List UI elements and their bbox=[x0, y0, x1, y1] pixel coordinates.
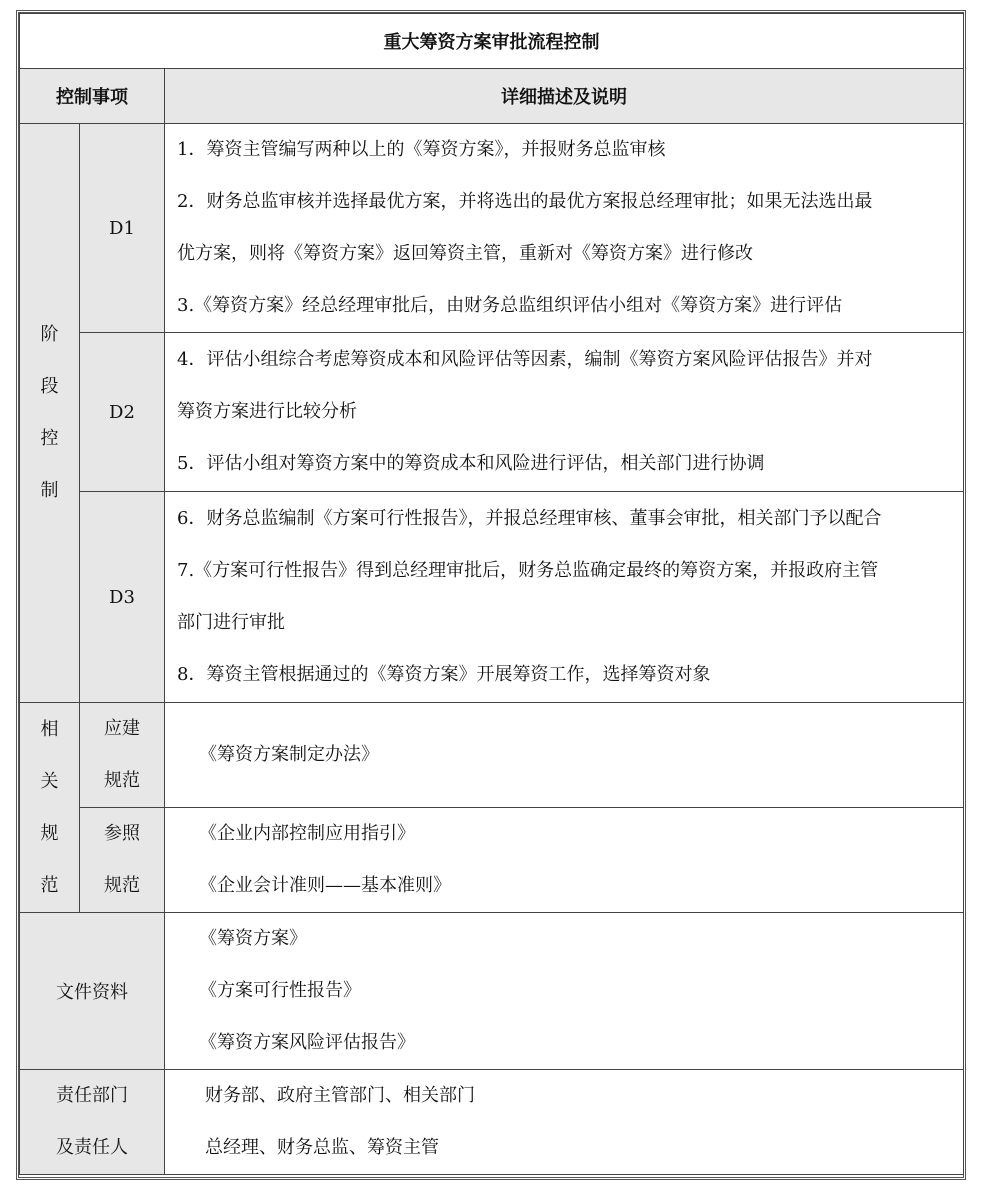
desc-line: 部门进行审批 bbox=[177, 612, 285, 633]
header-control-item: 控制事项 bbox=[20, 69, 165, 124]
document-item: 《筹资方案风险评估报告》 bbox=[199, 1032, 415, 1053]
desc-line: 优方案，则将《筹资方案》返回筹资主管，重新对《筹资方案》进行修改 bbox=[177, 243, 753, 264]
desc-line: 4．评估小组综合考虑筹资成本和风险评估等因素，编制《筹资方案风险评估报告》并对 bbox=[177, 349, 873, 370]
stage-desc-d3 bbox=[165, 492, 964, 703]
stage-code-d2: D2 bbox=[80, 333, 165, 492]
stage-control-label: 阶 段 控 制 bbox=[20, 124, 80, 703]
norms-row-should-build bbox=[20, 703, 964, 808]
approval-control-table bbox=[19, 13, 964, 1175]
reference-norms-label: 参照 规范 bbox=[80, 808, 165, 913]
table-title: 重大筹资方案审批流程控制 bbox=[20, 14, 964, 69]
documents-row bbox=[20, 913, 964, 1070]
responsibility-row bbox=[20, 1070, 964, 1175]
desc-line: 6．财务总监编制《方案可行性报告》，并报总经理审核、董事会审批，相关部门予以配合 bbox=[177, 508, 882, 529]
should-build-norms-label: 应建 规范 bbox=[80, 703, 165, 808]
desc-line: 筹资方案进行比较分析 bbox=[177, 401, 357, 422]
responsibility-list bbox=[165, 1070, 964, 1175]
desc-line: 1．筹资主管编写两种以上的《筹资方案》，并报财务总监审核 bbox=[177, 139, 666, 160]
stage-desc-d2 bbox=[165, 333, 964, 492]
desc-line: 3.《筹资方案》经总经理审批后，由财务总监组织评估小组对《筹资方案》进行评估 bbox=[177, 295, 843, 316]
documents-label: 文件资料 bbox=[20, 913, 165, 1070]
document-frame bbox=[16, 10, 966, 1180]
reference-norms-list bbox=[165, 808, 964, 913]
documents-list bbox=[165, 913, 964, 1070]
header-row bbox=[20, 69, 964, 124]
desc-line: 8．筹资主管根据通过的《筹资方案》开展筹资工作，选择筹资对象 bbox=[177, 664, 711, 685]
responsibility-item: 总经理、财务总监、筹资主管 bbox=[205, 1137, 439, 1158]
document-item: 《筹资方案》 bbox=[199, 928, 307, 949]
stage-desc-d1 bbox=[165, 124, 964, 333]
norm-item: 《企业会计准则——基本准则》 bbox=[199, 875, 451, 896]
document-item: 《方案可行性报告》 bbox=[199, 980, 361, 1001]
norm-item: 《企业内部控制应用指引》 bbox=[199, 823, 415, 844]
header-description: 详细描述及说明 bbox=[165, 69, 964, 124]
stage-code-d1: D1 bbox=[80, 124, 165, 333]
norm-item: 《筹资方案制定办法》 bbox=[199, 744, 379, 765]
responsibility-label: 责任部门 及责任人 bbox=[20, 1070, 165, 1175]
stage-row-d2 bbox=[20, 333, 964, 492]
desc-line: 7.《方案可行性报告》得到总经理审批后，财务总监确定最终的筹资方案，并报政府主管 bbox=[177, 560, 879, 581]
norms-row-reference bbox=[20, 808, 964, 913]
stage-row-d3 bbox=[20, 492, 964, 703]
title-row bbox=[20, 14, 964, 69]
stage-row-d1 bbox=[20, 124, 964, 333]
stage-code-d3: D3 bbox=[80, 492, 165, 703]
responsibility-item: 财务部、政府主管部门、相关部门 bbox=[205, 1085, 475, 1106]
desc-line: 5．评估小组对筹资方案中的筹资成本和风险进行评估，相关部门进行协调 bbox=[177, 453, 765, 474]
should-build-norms-list bbox=[165, 703, 964, 808]
desc-line: 2．财务总监审核并选择最优方案，并将选出的最优方案报总经理审批；如果无法选出最 bbox=[177, 191, 873, 212]
related-norms-label: 相 关 规 范 bbox=[20, 703, 80, 913]
